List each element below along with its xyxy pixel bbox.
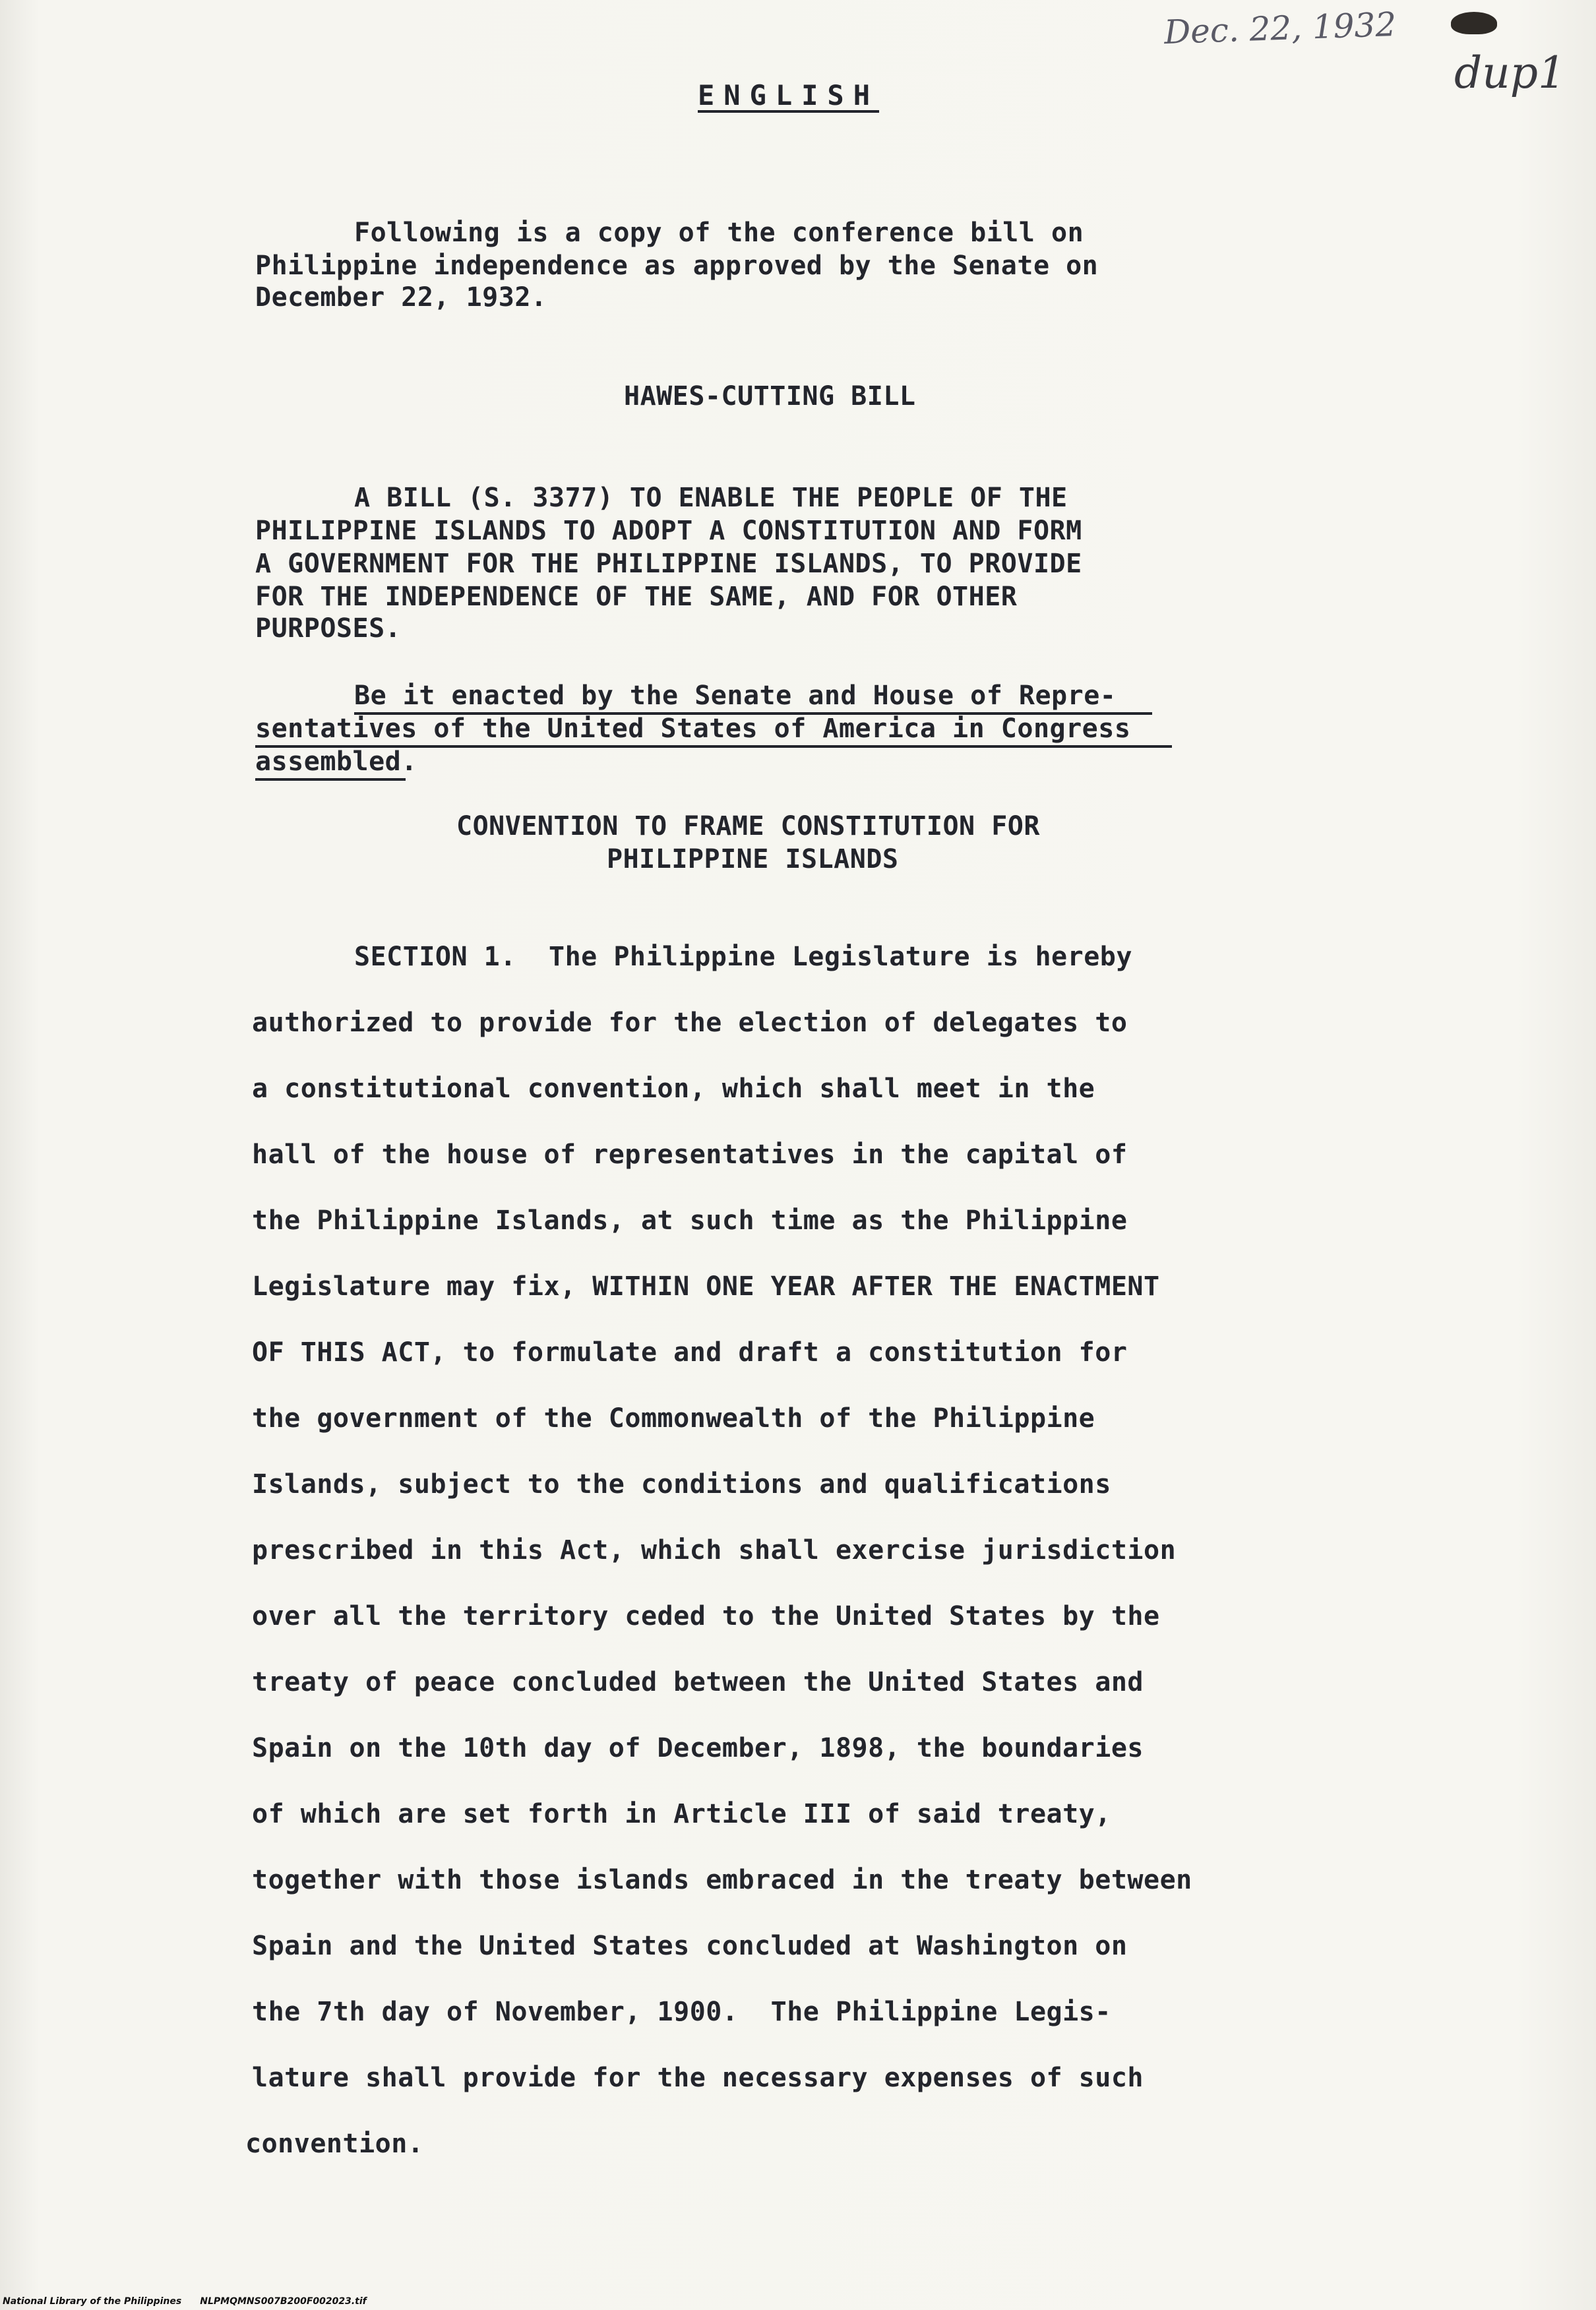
section1-line-9: Islands, subject to the conditions and qualifications <box>252 1469 1111 1500</box>
bill-title-line-5: PURPOSES. <box>255 613 402 644</box>
intro-line-3: December 22, 1932. <box>255 282 547 313</box>
section1-line-1: SECTION 1. The Philippine Legislature is hereby <box>354 942 1132 972</box>
section1-line-2: authorized to provide for the election of delegates to <box>252 1008 1128 1038</box>
scan-footer <box>3 2296 385 2307</box>
handwritten-dup-note: dup1 <box>1454 47 1566 98</box>
section1-line-17: the 7th day of November, 1900. The Philippine Legis- <box>252 1997 1111 2027</box>
footer-library: National Library of the Philippines <box>3 2296 182 2307</box>
section1-line-11: over all the territory ceded to the United States by the <box>252 1601 1160 1631</box>
enacting-underline-3 <box>255 778 406 781</box>
bill-name: HAWES-CUTTING BILL <box>624 381 916 411</box>
section1-line-19: convention. <box>245 2129 424 2159</box>
section-heading-line-1: CONVENTION TO FRAME CONSTITUTION FOR <box>456 811 1040 841</box>
section1-line-16: Spain and the United States concluded at Washington on <box>252 1931 1128 1961</box>
section1-line-13: Spain on the 10th day of December, 1898, the boundaries <box>252 1733 1144 1763</box>
section1-line-7: OF THIS ACT, to formulate and draft a constitution for <box>252 1337 1128 1368</box>
section1-line-6: Legislature may fix, WITHIN ONE YEAR AFTER THE ENACTMENT <box>252 1271 1160 1302</box>
section1-line-5: the Philippine Islands, at such time as the Philippine <box>252 1205 1128 1236</box>
bill-title-line-4: FOR THE INDEPENDENCE OF THE SAME, AND FOR OTHER <box>255 582 1018 612</box>
bill-title-line-2: PHILIPPINE ISLANDS TO ADOPT A CONSTITUTION AND FORM <box>255 516 1082 546</box>
bill-title-line-3: A GOVERNMENT FOR THE PHILIPPINE ISLANDS, TO PROVIDE <box>255 549 1082 579</box>
section1-line-4: hall of the house of representatives in the capital of <box>252 1140 1128 1170</box>
section1-line-12: treaty of peace concluded between the United States and <box>252 1667 1144 1697</box>
enacting-line-3: assembled. <box>255 746 417 777</box>
ink-stain <box>1451 12 1497 34</box>
section-heading-line-2: PHILIPPINE ISLANDS <box>607 844 899 874</box>
section1-line-8: the government of the Commonwealth of the Philippine <box>252 1403 1095 1434</box>
section1-line-10: prescribed in this Act, which shall exercise jurisdiction <box>252 1535 1177 1565</box>
section1-line-18: lature shall provide for the necessary expenses of such <box>252 2063 1144 2093</box>
intro-line-1: Following is a copy of the conference bill on <box>354 218 1084 248</box>
page-title: ENGLISH <box>698 79 880 111</box>
section1-line-15: together with those islands embraced in the treaty between <box>252 1865 1192 1895</box>
handwritten-date: Dec. 22, 1932 <box>1163 5 1397 52</box>
intro-line-2: Philippine independence as approved by the Senate on <box>255 251 1099 281</box>
enacting-line-2: sentatives of the United States of America in Congress <box>255 714 1131 744</box>
enacting-line-1: Be it enacted by the Senate and House of Repre- <box>354 681 1117 711</box>
section1-line-3: a constitutional convention, which shall meet in the <box>252 1074 1095 1104</box>
footer-file-id: NLPMQMNS007B200F002023.tif <box>200 2296 367 2307</box>
bill-title-line-1: A BILL (S. 3377) TO ENABLE THE PEOPLE OF THE <box>354 483 1068 513</box>
section1-line-14: of which are set forth in Article III of said treaty, <box>252 1799 1111 1829</box>
